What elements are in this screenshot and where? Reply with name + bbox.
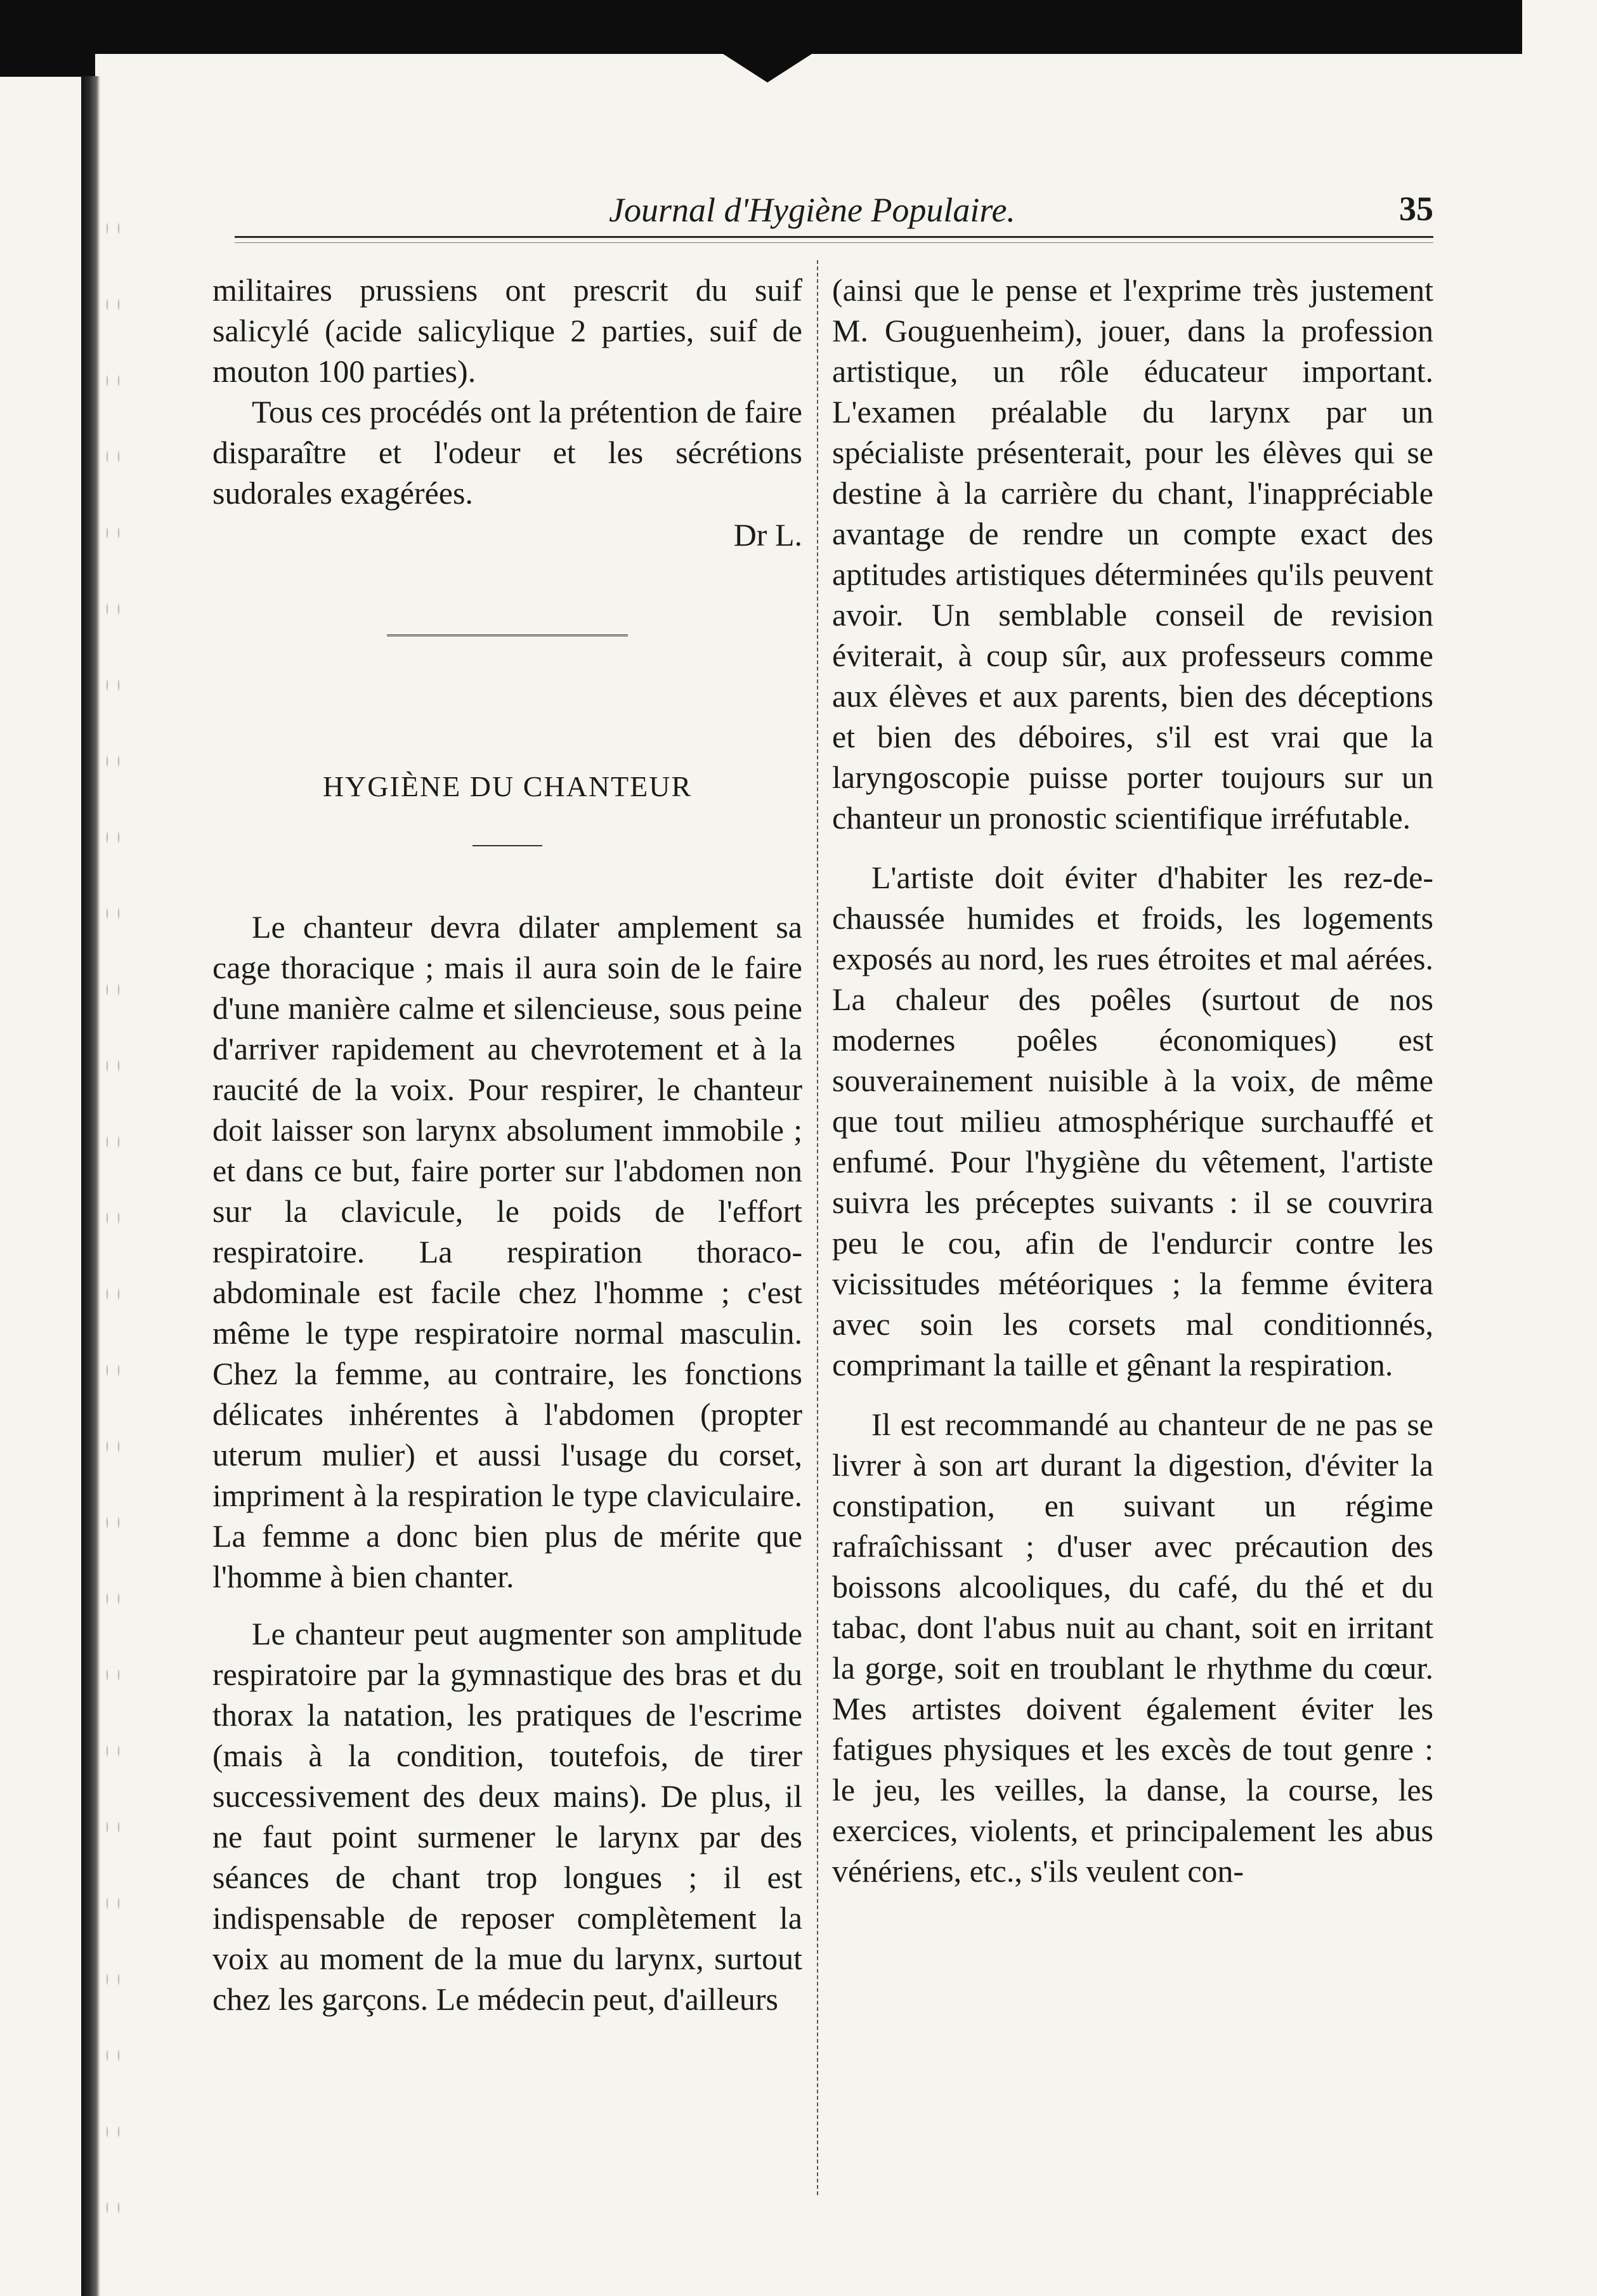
right-column: [832, 270, 1433, 1891]
paragraph: Le chanteur peut augmenter son amplitude respiratoire par la gymnastique des bras et du thorax la natation, les pratiques de l'escrime (mais à la condition, toutefois, de tirer successivement des deux mains). De plus, il ne faut point surmener le larynx par des séances de chant trop longues ; il est indispensable de reposer complètement la voix au moment de la mue du larynx, surtout chez les garçons. Le médecin peut, d'ailleurs: [212, 1616, 802, 2017]
continued-paragraph: (ainsi que le pense et l'exprime très justement M. Gouguenheim), jouer, dans la profession artistique, un rôle éducateur important. L'examen préalable du larynx par un spécialiste présenterait, pour les élèves qui se destine à la carrière du chant, l'inappréciable avantage de rendre un compte exact des aptitudes artistiques déterminées qu'ils peuvent avoir. Un semblable conseil de revision éviterait, à coup sûr, aux professeurs comme aux élèves et aux parents, bien des déceptions et bien des déboires, s'il est vrai que la laryngoscopie puisse porter toujours sur un chanteur un pronostic scientifique irréfutable.: [832, 272, 1433, 836]
scan-border-notch: [723, 54, 812, 82]
scan-border-left: [81, 76, 100, 2296]
scan-border-left-top: [0, 54, 95, 77]
paragraph: Tous ces procédés ont la prétention de faire disparaître et l'odeur et les sécrétions sudorales exagérées.: [212, 394, 802, 511]
journal-title: Journal d'Hygiène Populaire.: [609, 191, 1015, 229]
page: [190, 159, 1433, 2221]
scan-noise: [101, 190, 121, 2221]
title-underline: [473, 845, 542, 846]
paragraph: Le chanteur devra dilater amplement sa cage thoracique ; mais il aura soin de le faire d'une manière calme et silencieuse, sous peine d'arriver rapidement au chevrotement et à la raucité de la voix. Pour respirer, le chanteur doit laisser son larynx absolument immobile ; et dans ce but, faire porter sur l'abdomen non sur la clavicule, le poids de l'effort respiratoire. La respiration thoraco-abdominale est facile chez l'homme ; c'est même le type respiratoire normal masculin. Chez la femme, au contraire, les fonctions délicates inhérentes à l'abdomen (propter uterum mulier) et aussi l'usage du corset, impriment à la respiration le type claviculaire. La femme a donc bien plus de mérite que l'homme à bien chanter.: [212, 909, 802, 1594]
header-rule: [235, 236, 1433, 238]
header-rule-thin: [235, 242, 1433, 243]
section-title: HYGIÈNE DU CHANTEUR: [322, 770, 693, 803]
paragraph: Il est recommandé au chanteur de ne pas se livrer à son art durant la digestion, d'éviter la constipation, en suivant un régime rafraîchissant ; d'user avec précaution des boissons alcooliques, du café, du thé et du tabac, dont l'abus nuit au chant, soit en irritant la gorge, soit en troublant le rhythme du cœur. Mes artistes doivent également éviter les fatigues physiques et les excès de tout genre : le jeu, les veilles, la danse, la course, les exercices, violents, et principalement les abus vénériens, etc., s'ils veulent con-: [832, 1407, 1433, 1889]
paragraph: L'artiste doit éviter d'habiter les rez-de-chaussée humides et froids, les logements exposés au nord, les rues étroites et mal aérées. La chaleur des poêles (surtout de nos modernes poêles économiques) est souverainement nuisible à la voix, de même que tout milieu atmosphérique surchauffé et enfumé. Pour l'hygiène du vêtement, l'artiste suivra les préceptes suivants : il se couvrira peu le cou, afin de l'endurcir contre les vicissitudes météoriques ; la femme évitera avec soin les corsets mal conditionnés, comprimant la taille et gênant la respiration.: [832, 860, 1433, 1382]
page-number: 35: [1399, 190, 1433, 228]
left-column: [212, 270, 802, 2019]
author-signature: Dr L.: [733, 517, 802, 553]
column-divider: [817, 260, 818, 2195]
scan-border-top: [0, 0, 1522, 54]
running-header: [190, 178, 1433, 228]
section-separator: [387, 634, 628, 636]
continued-paragraph: militaires prussiens ont prescrit du suif salicylé (acide salicylique 2 parties, suif de mouton 100 parties).: [212, 272, 802, 389]
